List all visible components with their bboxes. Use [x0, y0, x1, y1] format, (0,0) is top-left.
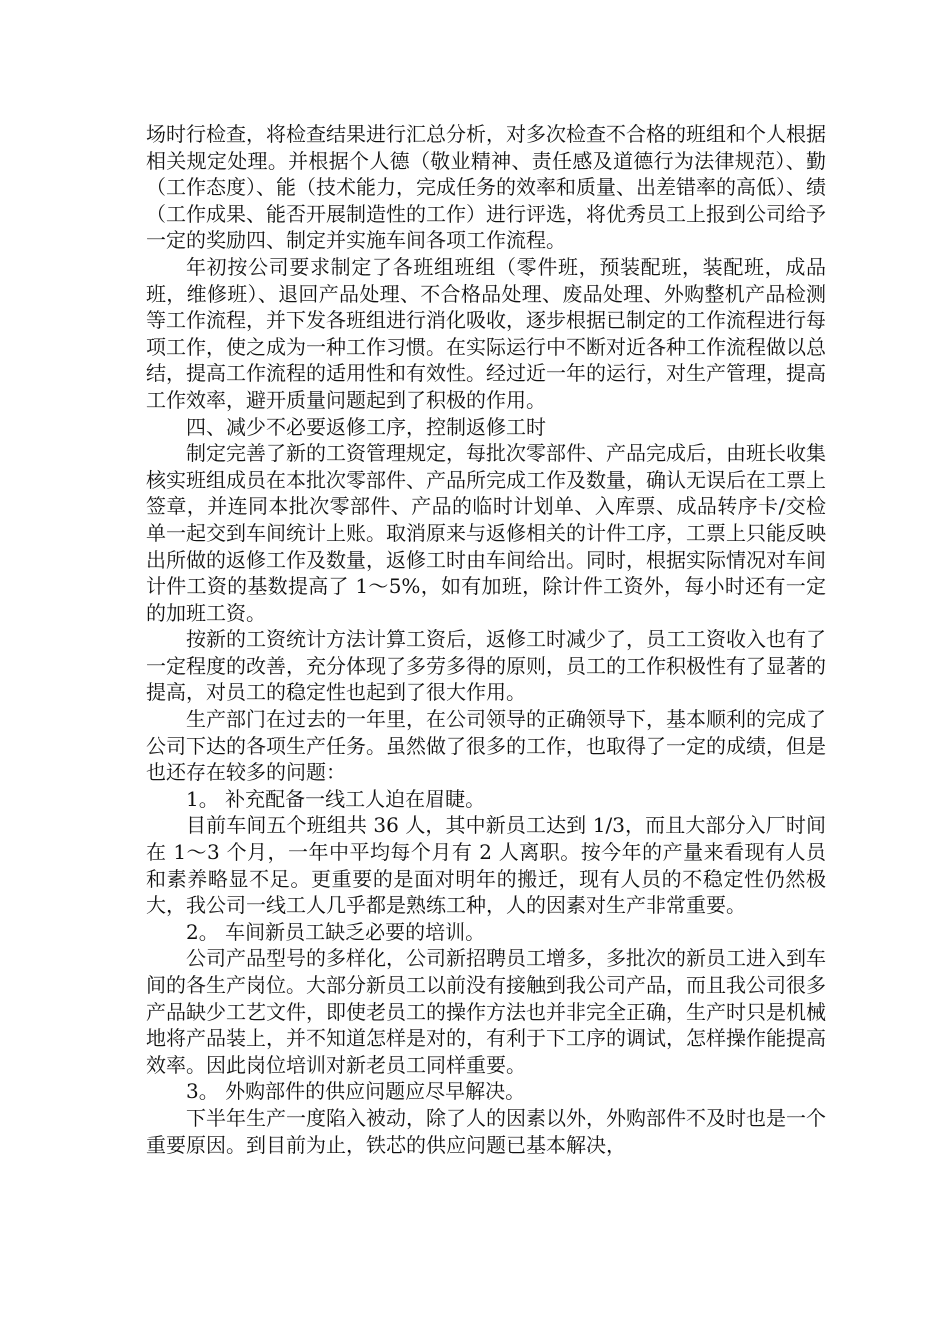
paragraph: 目前车间五个班组共 36 人，其中新员工达到 1/3，而且大部分入厂时间在 1～3 个月，一年中平均每个月有 2 人离职。按今年的产量来看现有人员和素养略显不足。更重要的是面对明年的搬迁，现有人员的不稳定性仍然极大，我公司一线工人几乎都是熟练工种，人的因素对生产非常重要。: [146, 813, 826, 918]
paragraph: 年初按公司要求制定了各班组班组（零件班，预装配班，装配班，成品班，维修班）、退回产品处理、不合格品处理、废品处理、外购整机产品检测等工作流程，并下发各班组进行消化吸收，逐步根据已制定的工作流程进行每项工作，使之成为一种工作习惯。在实际运行中不断对近各种工作流程做以总结，提高工作流程的适用性和有效性。经过近一年的运行，对生产管理，提高工作效率，避开质量问题起到了积极的作用。: [146, 254, 826, 412]
document-body: [146, 121, 826, 1158]
paragraph: 场时行检查，将检查结果进行汇总分析，对多次检查不合格的班组和个人根据相关规定处理。并根据个人德（敬业精神、责任感及道德行为法律规范）、勤（工作态度）、能（技术能力，完成任务的效率和质量、出差错率的高低）、绩（工作成果、能否开展制造性的工作）进行评选，将优秀员工上报到公司给予一定的奖励四、制定并实施车间各项工作流程。: [146, 122, 826, 253]
paragraph: 下半年生产一度陷入被动，除了人的因素以外，外购部件不及时也是一个重要原因。到目前为止，铁芯的供应问题已基本解决，: [146, 1105, 826, 1157]
paragraph: 制定完善了新的工资管理规定，每批次零部件、产品完成后，由班长收集核实班组成员在本批次零部件、产品所完成工作及数量，确认无误后在工票上签章，并连同本批次零部件、产品的临时计划单、入库票、成品转序卡/交检单一起交到车间统计上账。取消原来与返修相关的计件工序，工票上只能反映出所做的返修工作及数量，返修工时由车间给出。同时，根据实际情况对车间计件工资的基数提高了 1～5%，如有加班，除计件工资外，每小时还有一定的加班工资。: [146, 441, 826, 625]
list-item-heading: 1。 补充配备一线工人迫在眉睫。: [186, 786, 486, 811]
list-item-heading: 3。 外购部件的供应问题应尽早解决。: [186, 1079, 526, 1104]
paragraph: 生产部门在过去的一年里，在公司领导的正确领导下，基本顺利的完成了公司下达的各项生产任务。虽然做了很多的工作，也取得了一定的成绩，但是也还存在较多的问题：: [146, 707, 826, 785]
list-item-heading: 2。 车间新员工缺乏必要的培训。: [186, 919, 486, 944]
paragraph: 按新的工资统计方法计算工资后，返修工时减少了，员工工资收入也有了一定程度的改善，充分体现了多劳多得的原则，员工的工作积极性有了显著的提高，对员工的稳定性也起到了很大作用。: [146, 627, 826, 705]
paragraph: 公司产品型号的多样化，公司新招聘员工增多，多批次的新员工进入到车间的各生产岗位。大部分新员工以前没有接触到我公司产品，而且我公司很多产品缺少工艺文件，即使老员工的操作方法也并非完全正确，生产时只是机械地将产品装上，并不知道怎样是对的，有利于下工序的调试，怎样操作能提高效率。因此岗位培训对新老员工同样重要。: [146, 946, 826, 1077]
section-heading: 四、减少不必要返修工序，控制返修工时: [186, 414, 546, 439]
